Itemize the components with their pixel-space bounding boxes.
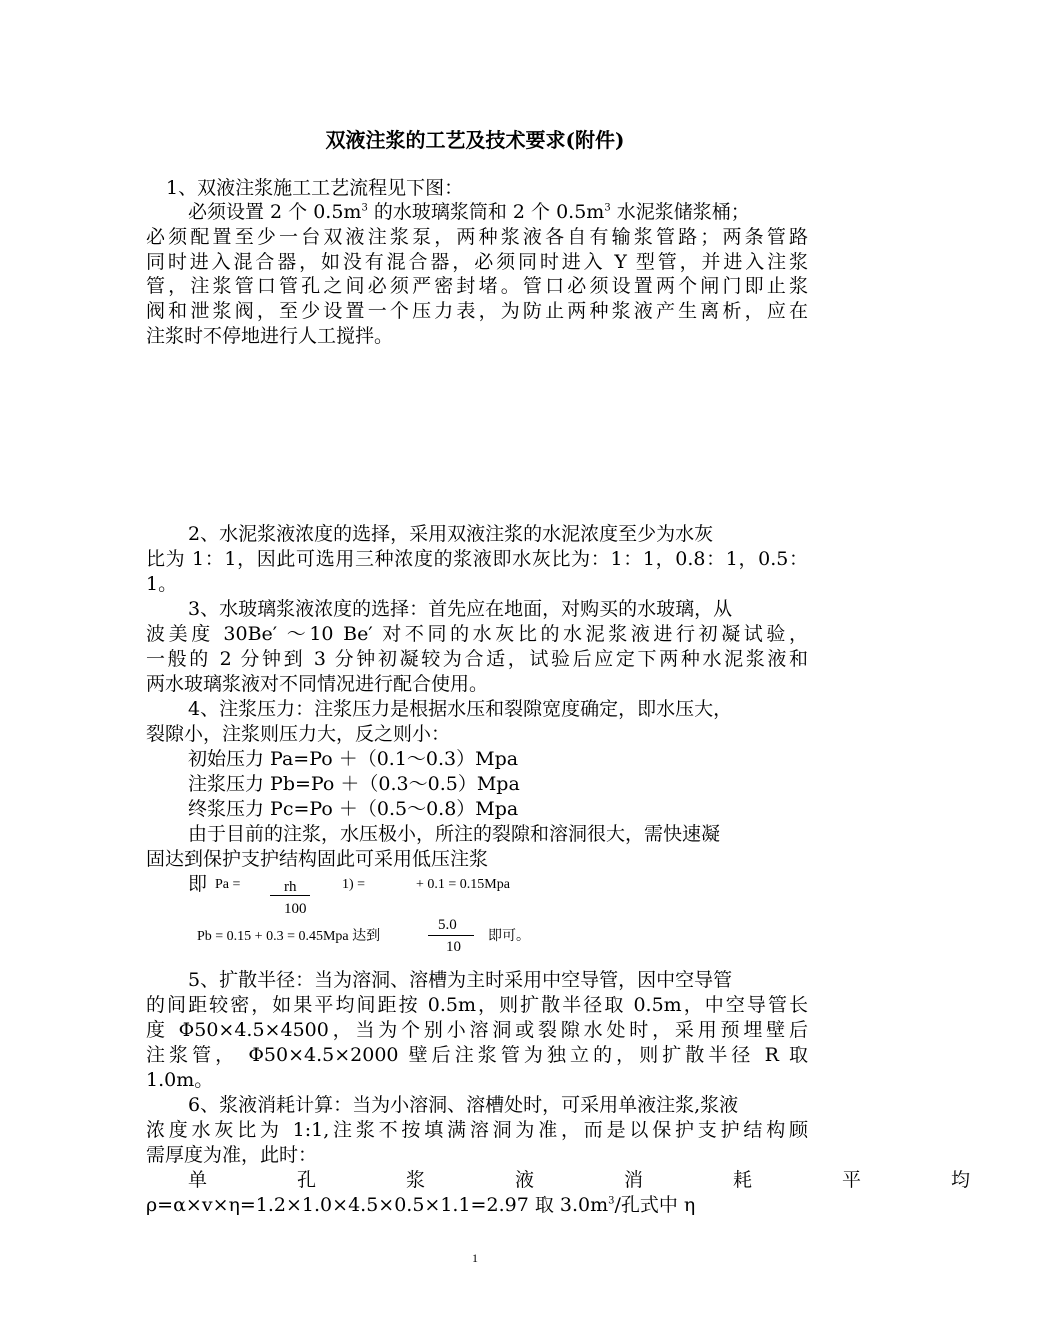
- formula-pb-numerator: 5.0: [438, 917, 457, 933]
- section-5-line-4: 注浆管， Φ50×4.5×2000 壁后注浆管为独立的，则扩散半径 R 取: [146, 1044, 808, 1066]
- section-1-line-1: 必须设置 2 个 $0.5m^3$ 的水玻璃浆筒和 2 个 $0.5m^3$ 水泥浆储浆桶；: [188, 201, 750, 223]
- page-number: 1: [472, 1251, 478, 1265]
- section-6-line-5: ρ=α×v×η=1.2×1.0×4.5×0.5×1.1=2.97 取 $3.0m^3/$孔式中 η: [146, 1194, 696, 1216]
- section-2-line-2: 比为 1：1，因此可选用三种浓度的浆液即水灰比为：1：1，0.8：1，0.5：: [146, 548, 808, 570]
- document-title: 双液注浆的工艺及技术要求(附件): [325, 128, 625, 152]
- section-1-line-2: 必须配置至少一台双液注浆泵，两种浆液各自有输浆管路；两条管路: [146, 226, 808, 248]
- section-1-heading: 1、双液注浆施工工艺流程见下图：: [166, 177, 464, 199]
- section-6-line-3: 需厚度为准，此时：: [146, 1144, 318, 1166]
- formula-pa-label: Pa =: [215, 877, 241, 892]
- formula-pa-fraction-bar: [270, 895, 310, 896]
- section-4-line-2: 裂隙小，注浆则压力大，反之则小：: [146, 723, 451, 745]
- section-4-line-1: 4、注浆压力：注浆压力是根据水压和裂隙宽度确定，即水压大，: [188, 698, 733, 720]
- section-1-line-5: 阀和泄浆阀，至少设置一个压力表，为防止两种浆液产生离析，应在: [146, 300, 808, 322]
- formula-ji: 即: [188, 873, 208, 895]
- formula-pa-middle: 1) =: [342, 877, 366, 892]
- formula-pb-fraction-bar: [428, 935, 474, 936]
- section-3-line-4: 两水玻璃浆液对不同情况进行配合使用。: [146, 673, 489, 695]
- section-6-line-4: [188, 1167, 1060, 1193]
- formula-pa-numerator: rh: [284, 879, 297, 895]
- section-5-line-2: 的间距较密，如果平均间距按 0.5m，则扩散半径取 0.5m，中空导管长: [146, 994, 808, 1016]
- section-2-line-3: 1。: [146, 573, 178, 595]
- section-3-line-3: 一般的 2 分钟到 3 分钟初凝较为合适，试验后应定下两种水泥浆液和: [146, 648, 808, 670]
- section-1-line-6: 注浆时不停地进行人工搅拌。: [146, 325, 394, 347]
- pressure-grouting: 注浆压力 Pb=Po ＋（0.3～0.5）Mpa: [188, 773, 520, 795]
- section-3-line-1: 3、水玻璃浆液浓度的选择：首先应在地面，对购买的水玻璃，从: [188, 598, 733, 620]
- section-5-line-5: 1.0m。: [146, 1069, 214, 1091]
- formula-pb-end: 即可。: [488, 929, 530, 944]
- formula-pb-denominator: 10: [446, 939, 461, 955]
- section-4-line-3: 由于目前的注浆，水压极小，所注的裂隙和溶洞很大，需快速凝: [188, 823, 721, 845]
- pressure-final: 终浆压力 Pc=Po ＋（0.5～0.8）Mpa: [188, 798, 519, 820]
- pressure-initial: 初始压力 Pa=Po ＋（0.1～0.3）Mpa: [188, 748, 519, 770]
- section-6-line-2: 浓度水灰比为 1:1,注浆不按填满溶洞为准，而是以保护支护结构顾: [146, 1119, 808, 1141]
- section-5-line-3: 度 Φ50×4.5×4500，当为个别小溶洞或裂隙水处时，采用预埋壁后: [146, 1019, 808, 1041]
- formula-pa-result: + 0.1 = 0.15Mpa: [416, 877, 510, 892]
- section-2-line-1: 2、水泥浆液浓度的选择，采用双液注浆的水泥浓度至少为水灰: [188, 523, 714, 545]
- formula-pb-text: Pb = 0.15 + 0.3 = 0.45Mpa 达到: [197, 929, 381, 944]
- section-6-line-1: 6、浆液消耗计算：当为小溶洞、溶槽处时，可采用单液注浆,浆液: [188, 1094, 739, 1116]
- section-6-line-4-text: 单孔浆液消耗平均: [188, 1169, 1060, 1191]
- formula-pa-denominator: 100: [284, 901, 307, 917]
- section-1-line-3: 同时进入混合器，如没有混合器，必须同时进入 Y 型管，并进入注浆: [146, 251, 808, 273]
- section-5-line-1: 5、扩散半径：当为溶洞、溶槽为主时采用中空导管，因中空导管: [188, 969, 733, 991]
- section-3-line-2: 波美度 30Be′ ～10 Be′ 对不同的水灰比的水泥浆液进行初凝试验，: [146, 623, 808, 645]
- section-4-line-4: 固达到保护支护结构固此可采用低压注浆: [146, 848, 489, 870]
- section-1-line-4: 管，注浆管口管孔之间必须严密封堵。管口必须设置两个闸门即止浆: [146, 275, 808, 297]
